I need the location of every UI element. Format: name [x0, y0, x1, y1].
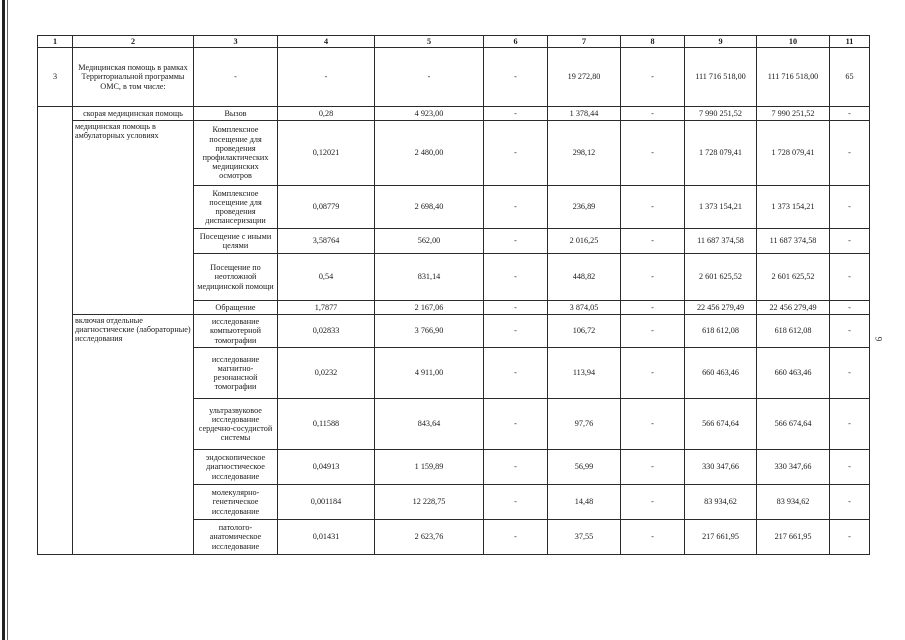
unit-cell: Обращение	[194, 301, 278, 315]
volume-cell: 0,0232	[278, 348, 375, 399]
total-cell: 83 934,62	[757, 485, 830, 520]
share-cell: -	[830, 229, 870, 254]
unit-cell: Вызов	[194, 107, 278, 121]
cost-cell: 831,14	[375, 254, 484, 301]
total-cell: 22 456 279,49	[757, 301, 830, 315]
cost-cell: 4 911,00	[375, 348, 484, 399]
col6-cell: -	[484, 186, 548, 229]
scan-edge	[2, 0, 5, 640]
row-number-empty	[38, 107, 73, 555]
table-row-total	[38, 48, 870, 107]
volume-cell: 0,01431	[278, 520, 375, 555]
col6-cell: -	[484, 301, 548, 315]
total-cell: 11 687 374,58	[757, 229, 830, 254]
unit-cell: патолого-анатомическое исследование	[194, 520, 278, 555]
share-cell: -	[830, 348, 870, 399]
share-cell: -	[830, 121, 870, 186]
volume-cell: -	[278, 48, 375, 107]
table-row-emergency	[38, 107, 870, 121]
share-cell: -	[830, 450, 870, 485]
header-cell: 5	[375, 36, 484, 48]
unit-cell: Комплексное посещение для проведения профилактических медицинских осмотров	[194, 121, 278, 186]
col6-cell: -	[484, 107, 548, 121]
sum-cell: 1 373 154,21	[685, 186, 757, 229]
per-capita-cell: 19 272,80	[548, 48, 621, 107]
row-number: 3	[38, 48, 73, 107]
cost-cell: 12 228,75	[375, 485, 484, 520]
cost-cell: 2 698,40	[375, 186, 484, 229]
sum-cell: 217 661,95	[685, 520, 757, 555]
total-cell: 330 347,66	[757, 450, 830, 485]
col6-cell: -	[484, 48, 548, 107]
total-cell: 566 674,64	[757, 399, 830, 450]
volume-cell: 1,7877	[278, 301, 375, 315]
share-cell: -	[830, 301, 870, 315]
col8-cell: -	[621, 229, 685, 254]
header-cell: 10	[757, 36, 830, 48]
per-capita-cell: 97,76	[548, 399, 621, 450]
volume-cell: 0,12021	[278, 121, 375, 186]
share-cell: -	[830, 485, 870, 520]
total-cell: 660 463,46	[757, 348, 830, 399]
total-cell: 217 661,95	[757, 520, 830, 555]
per-capita-cell: 298,12	[548, 121, 621, 186]
per-capita-cell: 14,48	[548, 485, 621, 520]
unit-cell: эндоскопическое диагностическое исследование	[194, 450, 278, 485]
sum-cell: 7 990 251,52	[685, 107, 757, 121]
group-label-diagnostics: включая отдельные диагностические (лабораторные) исследования	[73, 315, 194, 555]
header-cell: 6	[484, 36, 548, 48]
col6-cell: -	[484, 315, 548, 348]
volume-cell: 0,02833	[278, 315, 375, 348]
col6-cell: -	[484, 229, 548, 254]
header-row	[38, 36, 870, 48]
share-cell: -	[830, 315, 870, 348]
total-cell: 111 716 518,00	[757, 48, 830, 107]
total-cell: 618 612,08	[757, 315, 830, 348]
share-cell: -	[830, 107, 870, 121]
unit-cell: Посещение с иными целями	[194, 229, 278, 254]
sum-cell: 111 716 518,00	[685, 48, 757, 107]
col6-cell: -	[484, 399, 548, 450]
budget-table	[37, 35, 870, 555]
col6-cell: -	[484, 485, 548, 520]
per-capita-cell: 3 874,05	[548, 301, 621, 315]
sum-cell: 618 612,08	[685, 315, 757, 348]
sum-cell: 22 456 279,49	[685, 301, 757, 315]
header-cell: 9	[685, 36, 757, 48]
volume-cell: 0,28	[278, 107, 375, 121]
unit-cell: Комплексное посещение для проведения диспансеризации	[194, 186, 278, 229]
share-cell: -	[830, 399, 870, 450]
sum-cell: 1 728 079,41	[685, 121, 757, 186]
unit-cell: -	[194, 48, 278, 107]
total-cell: 1 728 079,41	[757, 121, 830, 186]
unit-cell: ультразвуковое исследование сердечно-сосудистой системы	[194, 399, 278, 450]
per-capita-cell: 113,94	[548, 348, 621, 399]
per-capita-cell: 56,99	[548, 450, 621, 485]
cost-cell: 4 923,00	[375, 107, 484, 121]
col8-cell: -	[621, 315, 685, 348]
col8-cell: -	[621, 186, 685, 229]
volume-cell: 0,001184	[278, 485, 375, 520]
header-cell: 7	[548, 36, 621, 48]
col8-cell: -	[621, 121, 685, 186]
header-cell: 8	[621, 36, 685, 48]
sum-cell: 2 601 625,52	[685, 254, 757, 301]
share-cell: 65	[830, 48, 870, 107]
scan-edge-line	[7, 0, 8, 640]
page-number: 9	[873, 336, 884, 342]
share-cell: -	[830, 186, 870, 229]
per-capita-cell: 1 378,44	[548, 107, 621, 121]
header-cell: 11	[830, 36, 870, 48]
sum-cell: 660 463,46	[685, 348, 757, 399]
col8-cell: -	[621, 520, 685, 555]
volume-cell: 0,04913	[278, 450, 375, 485]
per-capita-cell: 236,89	[548, 186, 621, 229]
sum-cell: 83 934,62	[685, 485, 757, 520]
group-label-ambulatory: медицинская помощь в амбулаторных условиях	[73, 121, 194, 315]
col8-cell: -	[621, 254, 685, 301]
unit-cell: Посещение по неотложной медицинской помощи	[194, 254, 278, 301]
header-cell: 1	[38, 36, 73, 48]
unit-cell: молекулярно-генетическое исследование	[194, 485, 278, 520]
per-capita-cell: 2 016,25	[548, 229, 621, 254]
share-cell: -	[830, 254, 870, 301]
col8-cell: -	[621, 348, 685, 399]
total-cell: 1 373 154,21	[757, 186, 830, 229]
table-row	[38, 121, 870, 186]
volume-cell: 0,54	[278, 254, 375, 301]
share-cell: -	[830, 520, 870, 555]
cost-cell: 843,64	[375, 399, 484, 450]
sum-cell: 330 347,66	[685, 450, 757, 485]
col8-cell: -	[621, 450, 685, 485]
sum-cell: 566 674,64	[685, 399, 757, 450]
col8-cell: -	[621, 485, 685, 520]
row-label: скорая медицинская помощь	[73, 107, 194, 121]
col8-cell: -	[621, 399, 685, 450]
header-cell: 4	[278, 36, 375, 48]
cost-cell: 2 623,76	[375, 520, 484, 555]
col8-cell: -	[621, 301, 685, 315]
unit-cell: исследование компьютерной томографии	[194, 315, 278, 348]
volume-cell: 0,11588	[278, 399, 375, 450]
volume-cell: 3,58764	[278, 229, 375, 254]
cost-cell: 2 480,00	[375, 121, 484, 186]
header-cell: 3	[194, 36, 278, 48]
col6-cell: -	[484, 121, 548, 186]
per-capita-cell: 448,82	[548, 254, 621, 301]
volume-cell: 0,08779	[278, 186, 375, 229]
total-cell: 2 601 625,52	[757, 254, 830, 301]
per-capita-cell: 37,55	[548, 520, 621, 555]
unit-cell: исследование магнитно-резонансной томографии	[194, 348, 278, 399]
header-cell: 2	[73, 36, 194, 48]
cost-cell: -	[375, 48, 484, 107]
col6-cell: -	[484, 254, 548, 301]
col8-cell: -	[621, 107, 685, 121]
sum-cell: 11 687 374,58	[685, 229, 757, 254]
row-label: Медицинская помощь в рамках Территориальной программы ОМС, в том числе:	[73, 48, 194, 107]
cost-cell: 562,00	[375, 229, 484, 254]
cost-cell: 3 766,90	[375, 315, 484, 348]
cost-cell: 1 159,89	[375, 450, 484, 485]
col6-cell: -	[484, 450, 548, 485]
col6-cell: -	[484, 520, 548, 555]
col6-cell: -	[484, 348, 548, 399]
total-cell: 7 990 251,52	[757, 107, 830, 121]
per-capita-cell: 106,72	[548, 315, 621, 348]
col8-cell: -	[621, 48, 685, 107]
table-row	[38, 315, 870, 348]
cost-cell: 2 167,06	[375, 301, 484, 315]
